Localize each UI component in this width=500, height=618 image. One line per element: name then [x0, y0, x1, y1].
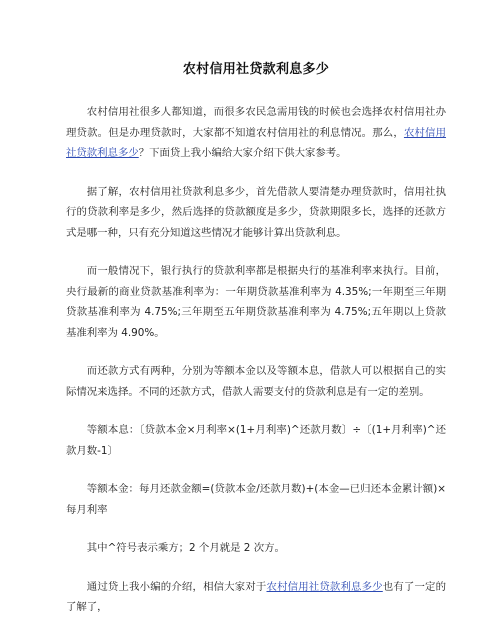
- paragraph-equal-principal-formula: 等额本金：每月还款金额=(贷款本金/还款月数)+(本金—已归还本金累计额)×每月利率: [66, 483, 446, 516]
- paragraph-conclusion: [66, 577, 446, 618]
- loan-interest-link[interactable]: 农村信用社贷款利息多少: [66, 126, 447, 159]
- loan-interest-link-bottom[interactable]: 农村信用社贷款利息多少: [266, 580, 383, 593]
- intro-text-after: ？下面贷上我小编给大家介绍下供大家参考。: [138, 147, 347, 159]
- paragraph-rates: 而一般情况下，银行执行的贷款利率都是根据央行的基准利率来执行。目前，央行最新的商业贷款基准利率为：一年期贷款基准利率为 4.35%;一年期至三年期贷款基准利率为 4.75%;三年期至五年期贷款基准利率为 4.75%;五年期以上贷款基准利率为 4.90%。: [66, 265, 446, 339]
- page-title: 农村信用社贷款利息多少: [182, 62, 330, 77]
- conclusion-text-before: 通过贷上我小编的介绍，相信大家对于: [86, 580, 267, 593]
- paragraph-exponent-note: 其中^符号表示乘方；2 个月就是 2 次方。: [86, 542, 285, 554]
- paragraph-equal-installment-formula: 等额本息：〔贷款本金×月利率×(1+月利率)^还款月数〕÷〔(1+月利率)^还款月数-1〕: [66, 424, 446, 457]
- paragraph-repayment-methods: 而还款方式有两种，分别为等额本金以及等额本息，借款人可以根据自己的实际情况来选择。不同的还款方式，借款人需要支付的贷款利息是有一定的差别。: [66, 365, 446, 398]
- conclusion-text-after: 也有了一定的了解了，: [66, 580, 447, 613]
- intro-text-before: 农村信用社很多人都知道，而很多农民急需用钱的时候也会选择农村信用社办理贷款。但是办理贷款时，大家都不知道农村信用社的利息情况。那么，: [66, 106, 446, 139]
- paragraph-overview: 据了解，农村信用社贷款利息多少，首先借款人要清楚办理贷款时，信用社执行的贷款利率是多少，然后选择的贷款额度是多少，贷款期限多长，选择的还款方式是哪一种，只有充分知道这些情况才能够计算出贷款利息。: [66, 185, 446, 239]
- paragraph-intro: [66, 102, 446, 164]
